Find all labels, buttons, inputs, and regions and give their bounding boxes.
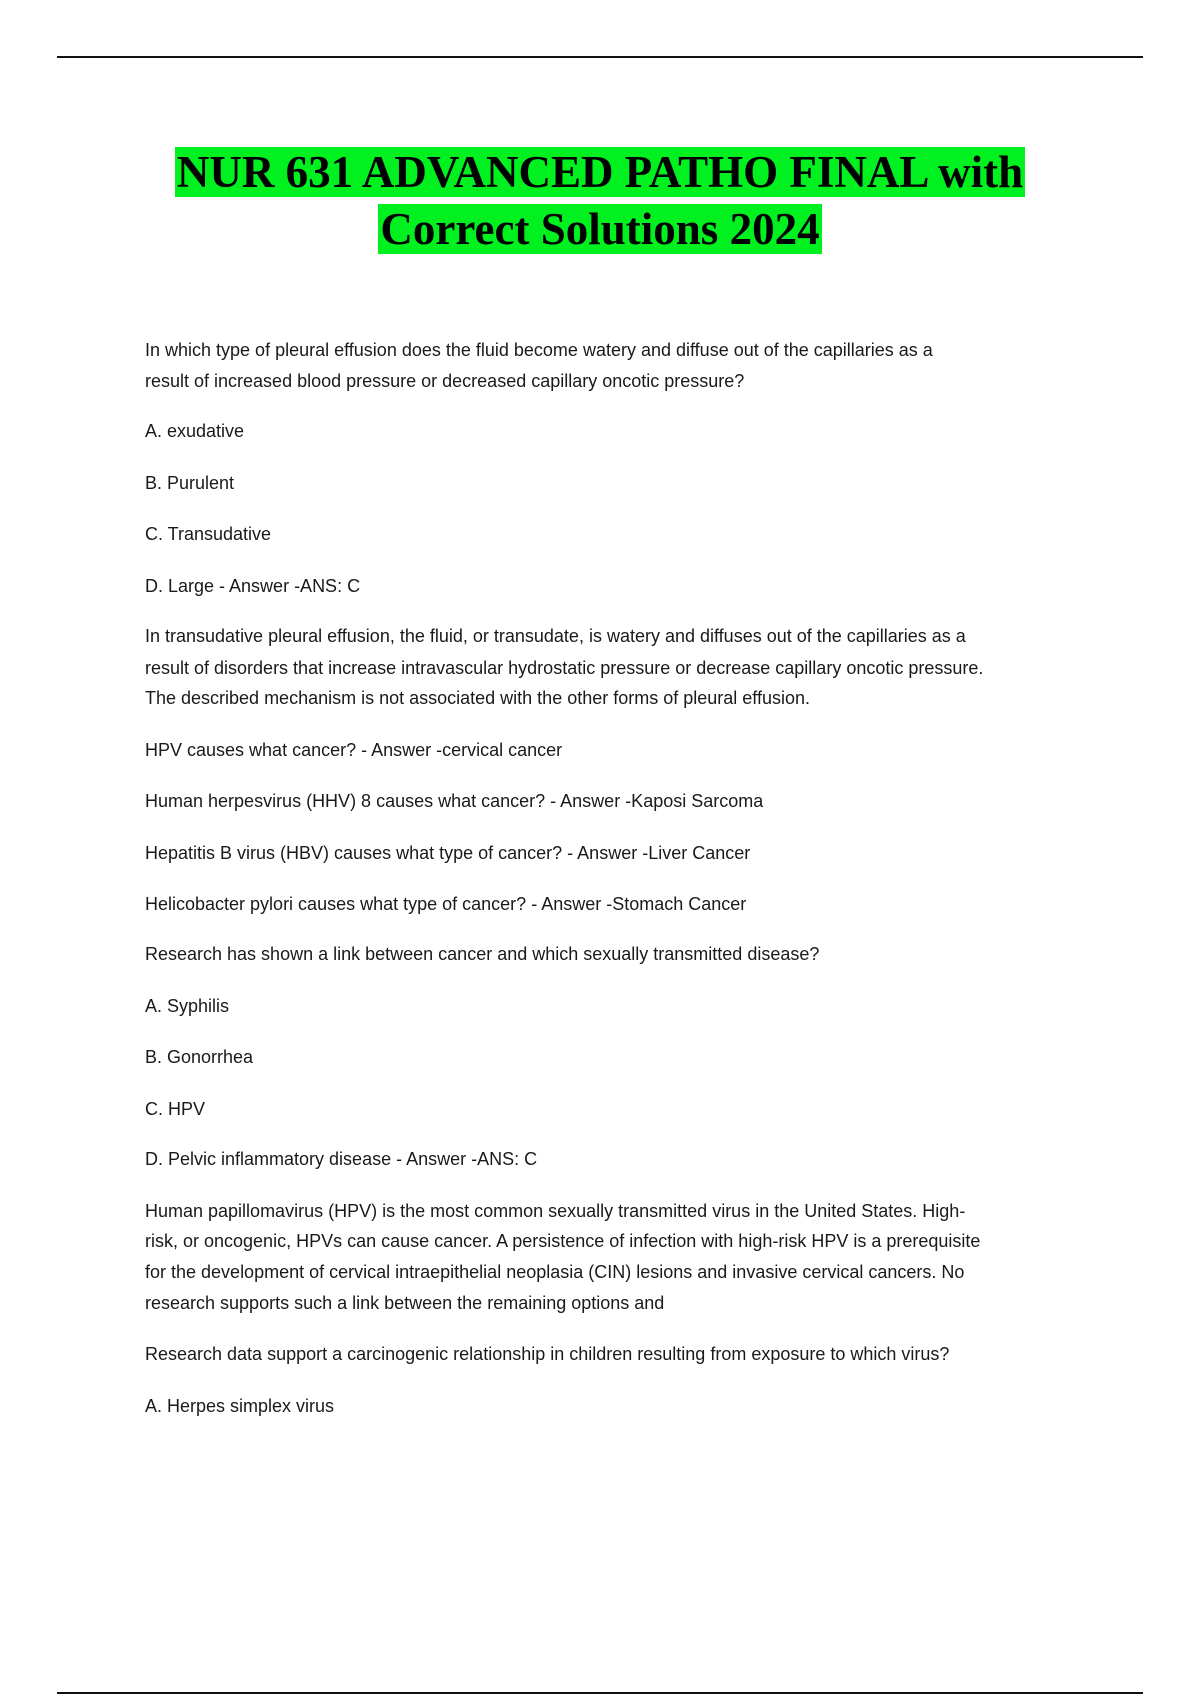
q7-option-a: A. Herpes simplex virus [145,1396,335,1416]
q6-option-b: B. Gonorrhea [145,1047,254,1067]
q1-text-line: result of increased blood pressure or decreased capillary oncotic pressure? [145,371,745,391]
q1-option-a: A. exudative [145,421,245,441]
q1-rationale-line: result of disorders that increase intravascular hydrostatic pressure or decrease capillary oncotic pressure. [145,658,984,678]
q1-rationale-line: The described mechanism is not associated with the other forms of pleural effusion. [145,688,811,708]
title-line-1: NUR 631 ADVANCED PATHO FINAL with [176,147,1024,197]
q6-rationale-line: research supports such a link between the remaining options and [145,1293,665,1313]
q7-text-line: Research data support a carcinogenic relationship in children resulting from exposure to which virus? [145,1344,950,1364]
q6-option-d-answer: D. Pelvic inflammatory disease - Answer -ANS: C [145,1149,538,1169]
q1-rationale-line: In transudative pleural effusion, the fluid, or transudate, is watery and diffuses out of the capillaries as a [145,626,966,646]
q1-option-d-answer: D. Large - Answer -ANS: C [145,576,361,596]
bottom-rule [57,1692,1143,1694]
q3-question-answer: Human herpesvirus (HHV) 8 causes what cancer? - Answer -Kaposi Sarcoma [145,791,764,811]
q4-question-answer: Hepatitis B virus (HBV) causes what type of cancer? - Answer -Liver Cancer [145,843,751,863]
q1-option-c: C. Transudative [145,524,272,544]
q5-question-answer: Helicobacter pylori causes what type of cancer? - Answer -Stomach Cancer [145,894,747,914]
q6-rationale-line: for the development of cervical intraepithelial neoplasia (CIN) lesions and invasive cervical cancers. No [145,1262,965,1282]
q6-rationale-line: Human papillomavirus (HPV) is the most common sexually transmitted virus in the United States. High- [145,1201,966,1221]
q1-text-line: In which type of pleural effusion does the fluid become watery and diffuse out of the capillaries as a [145,340,933,360]
q2-question-answer: HPV causes what cancer? - Answer -cervical cancer [145,740,563,760]
q6-text-line: Research has shown a link between cancer and which sexually transmitted disease? [145,944,820,964]
q6-rationale-line: risk, or oncogenic, HPVs can cause cancer. A persistence of infection with high-risk HPV is a prerequisite [145,1231,981,1251]
q1-option-b: B. Purulent [145,473,235,493]
q6-option-a: A. Syphilis [145,996,230,1016]
q6-option-c: C. HPV [145,1099,206,1119]
title-line-2: Correct Solutions 2024 [380,204,820,254]
